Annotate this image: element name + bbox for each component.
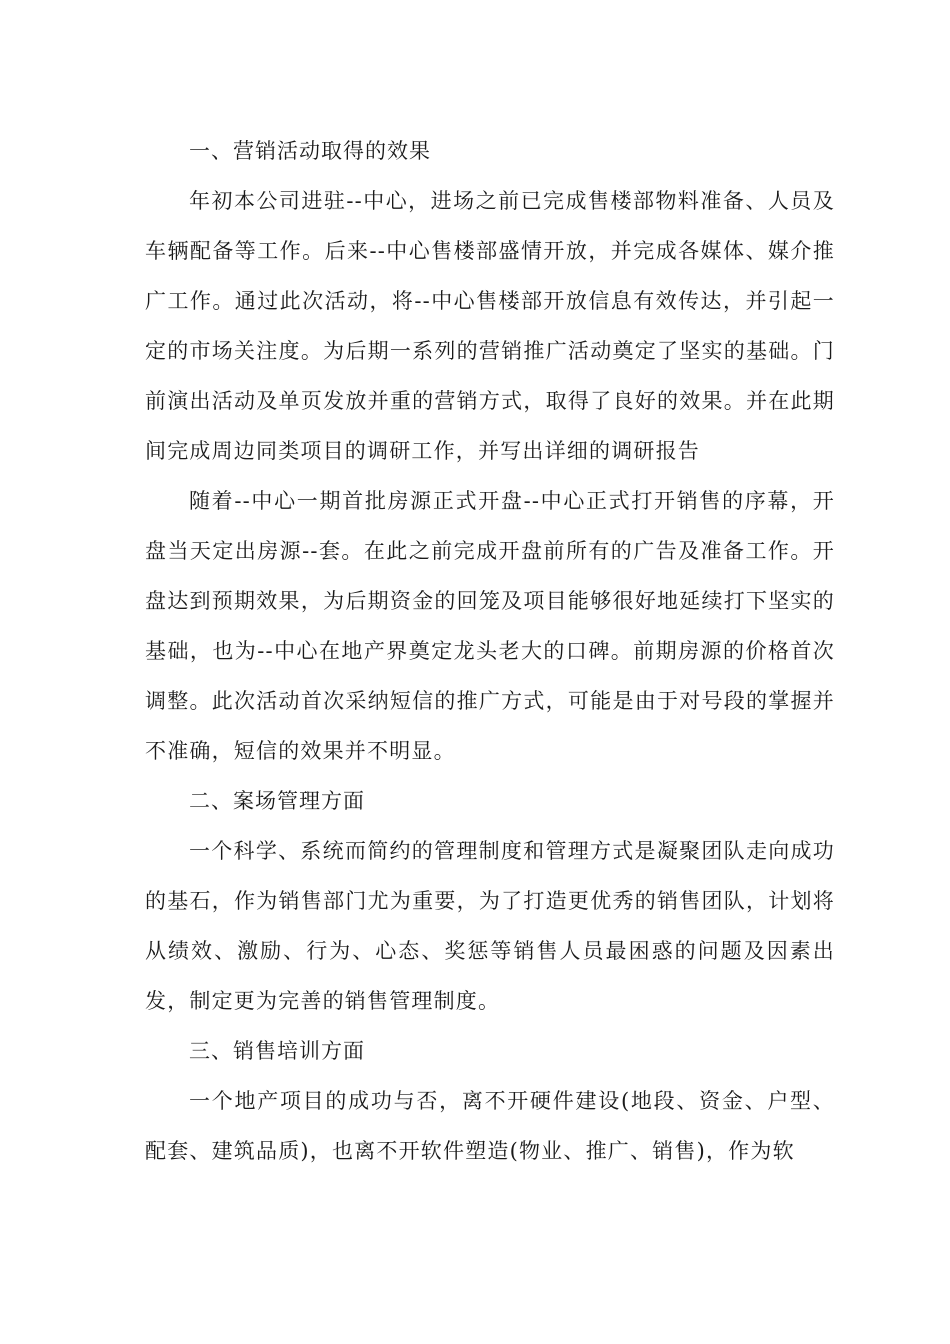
paragraph-site-management-1: 一个科学、系统而简约的管理制度和管理方式是凝聚团队走向成功的基石，作为销售部门尤为重要，为了打造更优秀的销售团队，计划将从绩效、激励、行为、心态、奖惩等销售人员最困惑的问题及因素出发，制定更为完善的销售管理制度。 (145, 839, 835, 1013)
document-body (145, 126, 835, 1176)
paragraph-marketing-results-2: 随着--中心一期首批房源正式开盘--中心正式打开销售的序幕，开盘当天定出房源--套。在此之前完成开盘前所有的广告及准备工作。开盘达到预期效果，为后期资金的回笼及项目能够很好地延续打下坚实的基础，也为--中心在地产界奠定龙头老大的口碑。前期房源的价格首次调整。此次活动首次采纳短信的推广方式，可能是由于对号段的掌握并不准确，短信的效果并不明显。 (145, 489, 835, 763)
section-heading-marketing-results: 一、营销活动取得的效果 (189, 139, 431, 163)
paragraph-sales-training-1: 一个地产项目的成功与否，离不开硬件建设(地段、资金、户型、配套、建筑品质)，也离不开软件塑造(物业、推广、销售)，作为软 (145, 1089, 835, 1163)
paragraph-marketing-results-1: 年初本公司进驻--中心，进场之前已完成售楼部物料准备、人员及车辆配备等工作。后来--中心售楼部盛情开放，并完成各媒体、媒介推广工作。通过此次活动，将--中心售楼部开放信息有效传达，并引起一定的市场关注度。为后期一系列的营销推广活动奠定了坚实的基础。门前演出活动及单页发放并重的营销方式，取得了良好的效果。并在此期间完成周边同类项目的调研工作，并写出详细的调研报告 (145, 189, 835, 463)
section-heading-sales-training: 三、销售培训方面 (189, 1039, 365, 1063)
section-heading-site-management: 二、案场管理方面 (189, 789, 365, 813)
